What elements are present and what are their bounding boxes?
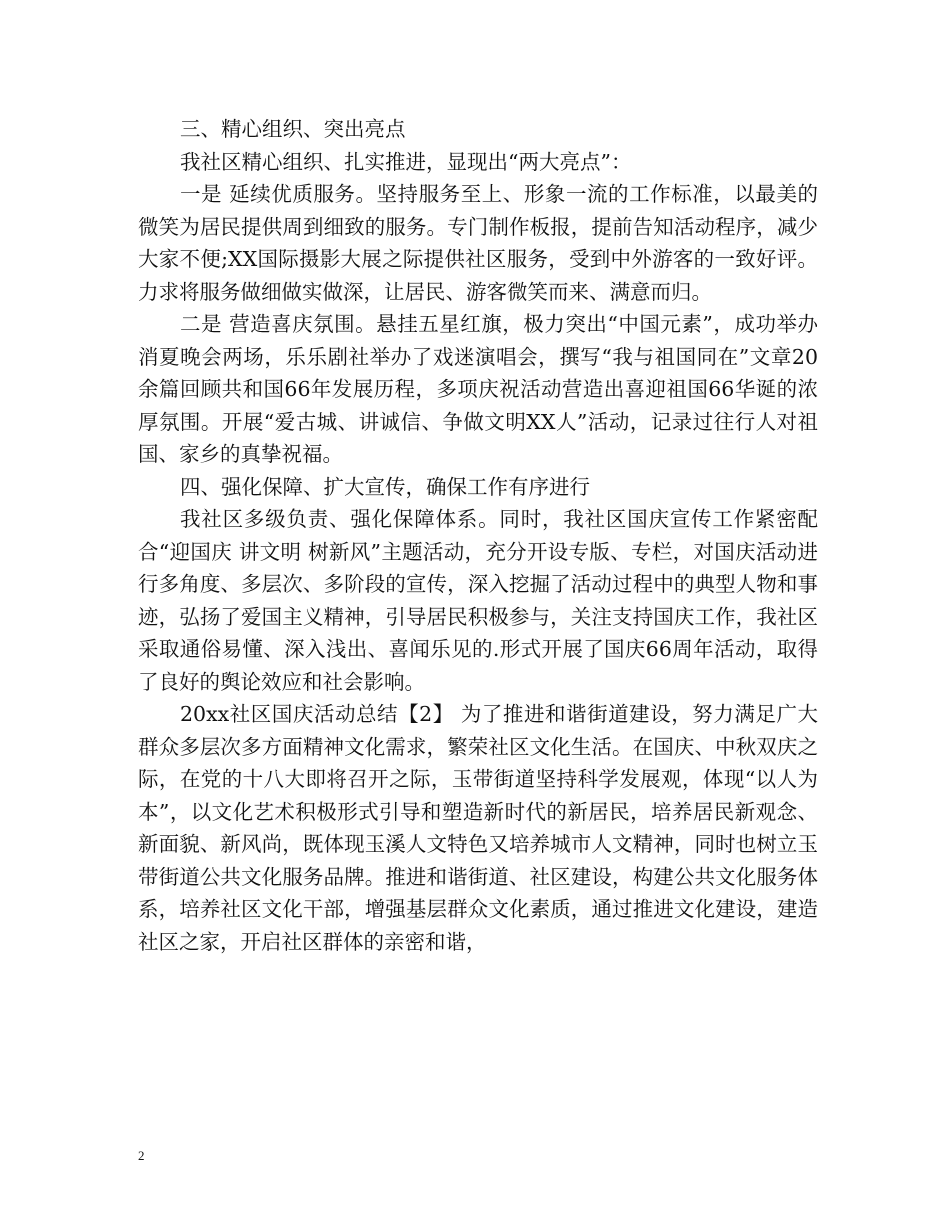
page-number: 2 xyxy=(138,1148,145,1163)
paragraph-festive-atmosphere: 二是 营造喜庆氛围。悬挂五星红旗，极力突出“中国元素”，成功举办消夏晚会两场，乐乐剧社举办了戏迷演唱会，撰写“我与祖国同在”文章20余篇回顾共和国66年发展历程，多项庆祝活动营造出喜迎祖国66华诞的浓厚氛围。开展“爱古城、讲诚信、争做文明XX人”活动，记录过往行人对祖国、家乡的真挚祝福。 xyxy=(138,312,818,466)
section-heading-three: 三、精心组织、突出亮点 xyxy=(180,117,406,141)
document-body xyxy=(138,113,818,958)
paragraph-quality-service: 一是 延续优质服务。坚持服务至上、形象一流的工作标准，以最美的微笑为居民提供周到细致的服务。专门制作板报，提前告知活动程序，减少大家不便;XX国际摄影大展之际提供社区服务，受到中外游客的一致好评。力求将服务做细做实做深，让居民、游客微笑而来、满意而归。 xyxy=(138,182,818,304)
section-heading-four: 四、强化保障、扩大宣传，确保工作有序进行 xyxy=(180,474,590,499)
paragraph-summary-two: 20xx社区国庆活动总结【2】 为了推进和谐街道建设，努力满足广大群众多层次多方面精神文化需求，繁荣社区文化生活。在国庆、中秋双庆之际，在党的十八大即将召开之际，玉带街道坚持科学发展观，体现“以人为本”，以文化艺术积极形式引导和塑造新时代的新居民，培养居民新观念、新面貌、新风尚，既体现玉溪人文特色又培养城市人文精神，同时也树立玉带街道公共文化服务品牌。推进和谐街道、社区建设，构建公共文化服务体系，培养社区文化干部，增强基层群众文化素质，通过推进文化建设，建造社区之家，开启社区群体的亲密和谐， xyxy=(138,702,818,954)
paragraph-publicity: 我社区多级负责、强化保障体系。同时，我社区国庆宣传工作紧密配合“迎国庆 讲文明 树新风”主题活动，充分开设专版、专栏，对国庆活动进行多角度、多层次、多阶段的宣传，深入挖掘了活动过程中的典型人物和事迹，弘扬了爱国主义精神，引导居民积极参与，关注支持国庆工作，我社区采取通俗易懂、深入浅出、喜闻乐见的.形式开展了国庆66周年活动，取得了良好的舆论效应和社会影响。 xyxy=(138,507,818,694)
paragraph-highlights-intro: 我社区精心组织、扎实推进，显现出“两大亮点”： xyxy=(180,149,632,174)
